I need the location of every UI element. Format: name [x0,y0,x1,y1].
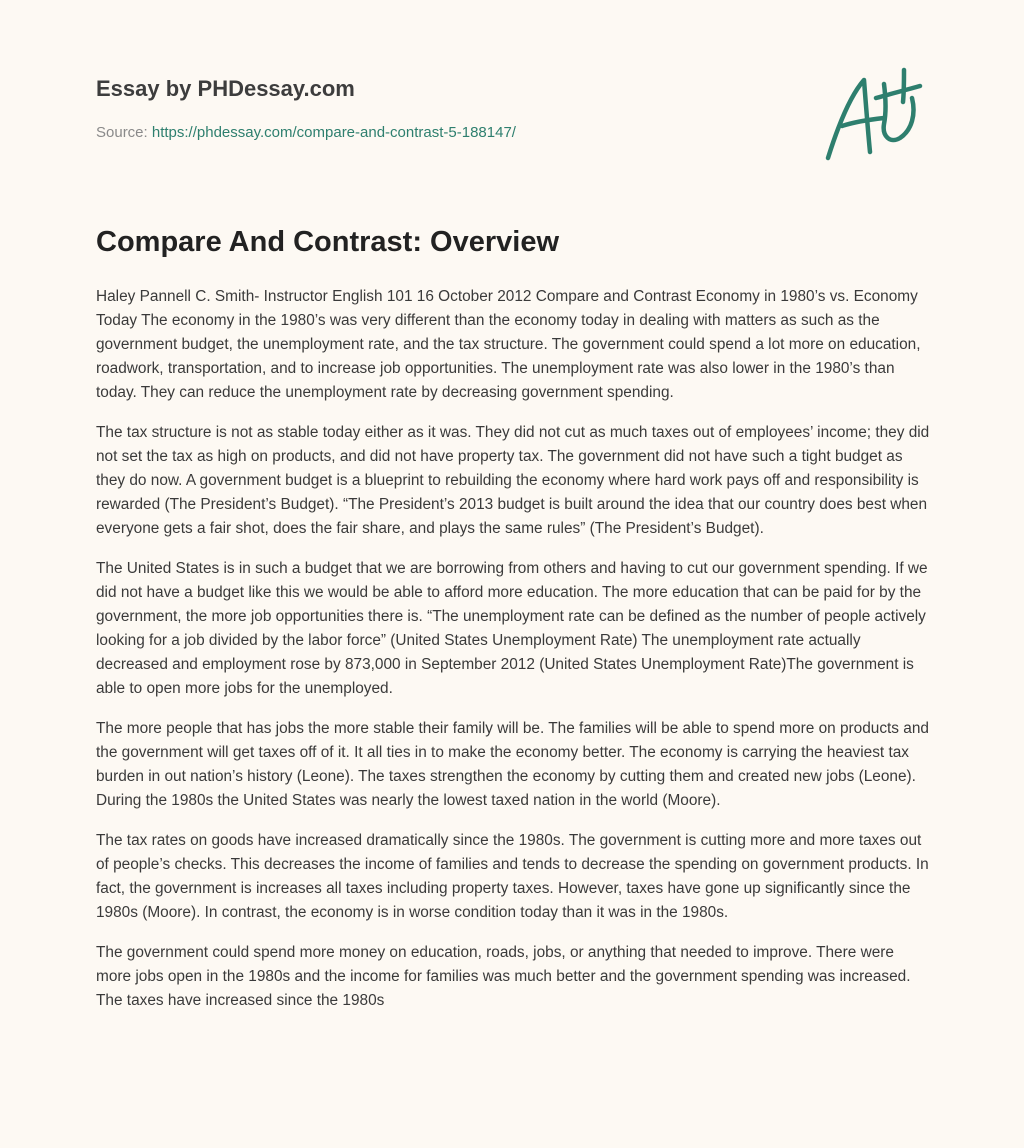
source-line [96,124,516,141]
site-brand: Essay by PHDessay.com [96,76,355,101]
source-link[interactable]: https://phdessay.com/compare-and-contrast-5-188147/ [151,124,516,141]
essay-paragraph: Haley Pannell C. Smith- Instructor English 101 16 October 2012 Compare and Contrast Economy in 1980’s vs. Economy Today The economy in the 1980’s was very different than the economy today in dealing with matters as such as the government budget, the unemployment rate, and the tax structure. The government could spend a lot more on education, roadwork, transportation, and to increase job opportunities. The unemployment rate was also lower in the 1980’s than today. They can reduce the unemployment rate by decreasing government spending. [96,288,921,401]
essay-paragraph: The more people that has jobs the more stable their family will be. The families will be able to spend more on products and the government will get taxes off of it. It all ties in to make the economy better. The economy is carrying the heaviest tax burden in out nation’s history (Leone). The taxes strengthen the economy by cutting them and created new jobs (Leone). During the 1980s the United States was nearly the lowest taxed nation in the world (Moore). [96,720,929,809]
essay-paragraph: The government could spend more money on education, roads, jobs, or anything that needed to improve. There were more jobs open in the 1980s and the income for families was much better and the government spending was increased. The taxes have increased since the 1980s [96,944,911,1009]
essay-paragraph: The United States is in such a budget that we are borrowing from others and having to cut our government spending. If we did not have a budget like this we would be able to afford more education. The more education that can be paid for by the government, the more job opportunities there is. “The unemployment rate can be defined as the number of people actively looking for a job divided by the labor force” (United States Unemployment Rate) The unemployment rate actually decreased and employment rose by 873,000 in September 2012 (United States Unemployment Rate)The government is able to open more jobs for the unemployed. [96,560,928,697]
essay-body [96,285,932,1029]
essay-paragraph: The tax structure is not as stable today either as it was. They did not cut as much taxes out of employees’ income; they did not set the tax as high on products, and did not have property tax. The government did not have such a tight budget as they do now. A government budget is a blueprint to rebuilding the economy where hard work pays off and responsibility is rewarded (The President’s Budget). “The President’s 2013 budget is built around the idea that our country does best when everyone gets a fair shot, does the fair share, and plays the same rules” (The President’s Budget). [96,424,930,537]
essay-paragraph: The tax rates on goods have increased dramatically since the 1980s. The government is cutting more and more taxes out of people’s checks. This decreases the income of families and tends to decrease the spending on government products. In fact, the government is increases all taxes including property taxes. However, taxes have gone up significantly since the 1980s (Moore). In contrast, the economy is in worse condition today than it was in the 1980s. [96,832,929,921]
essay-title: Compare And Contrast: Overview [96,226,560,258]
a-plus-grade-icon [820,66,924,166]
source-label: Source: [96,124,148,141]
